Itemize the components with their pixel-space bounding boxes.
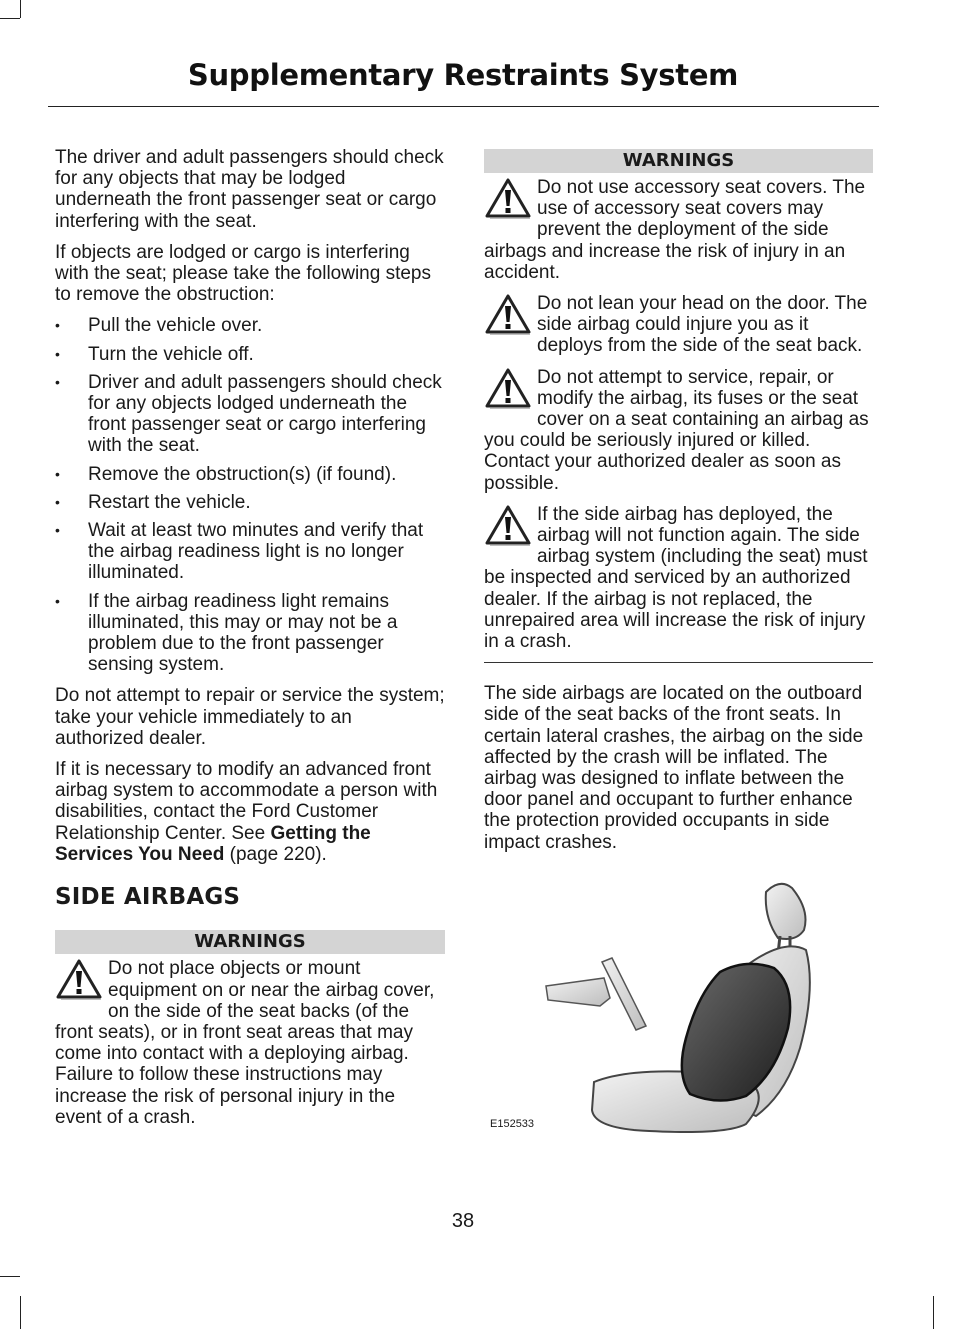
warning-item xyxy=(484,367,873,494)
warning-item xyxy=(484,293,873,357)
modify-note-text: If it is necessary to modify an advanced front airbag system to accommodate a person with disabilities, contact the Ford Customer Relationship Center. See xyxy=(55,759,438,844)
warnings-header: WARNINGS xyxy=(55,930,445,954)
warning-triangle-icon xyxy=(484,177,532,219)
seat-airbag-drawing xyxy=(484,878,824,1138)
left-column xyxy=(55,147,445,1138)
side-airbag-location-paragraph: The side airbags are located on the outboard side of the seat backs of the front seats. In certain lateral crashes, the airbag on the side affected by the crash will be inflated. The airbag was designed to inflate between the door panel and occupant to further enhance the protection provided occupants in side impact crashes. xyxy=(484,683,864,853)
warning-item xyxy=(484,177,873,283)
list-item: • Wait at least two minutes and verify that the airbag readiness light is no longer illuminated. xyxy=(55,520,445,584)
warning-triangle-icon xyxy=(484,293,532,335)
seat-airbag-illustration xyxy=(484,878,824,1138)
intro-paragraph: The driver and adult passengers should check for any objects that may be lodged underneath the front passenger seat or cargo interfering with the seat. xyxy=(55,147,444,232)
list-item: • Pull the vehicle over. xyxy=(55,315,445,336)
warning-triangle-icon xyxy=(484,504,532,546)
warning-text: Do not attempt to service, repair, or modify the airbag, its fuses or the seat cover on a seat containing an airbag as you could be seriously injured or killed. Contact your authorized dealer as soon as possible. xyxy=(484,366,869,494)
crop-mark xyxy=(20,0,21,18)
cross-reference-link[interactable]: Getting the Services You Need xyxy=(55,822,371,865)
list-item: • If the airbag readiness light remains illuminated, this may or may not be a problem due to the front passenger sensing system. xyxy=(55,591,445,676)
crop-mark xyxy=(0,18,20,19)
page-title: Supplementary Restraints System xyxy=(187,58,739,92)
warning-text: If the side airbag has deployed, the airbag will not function again. The side airbag system (including the seat) must be inspected and serviced by an authorized dealer. If the airbag is not replaced, the unrepaired area will increase the risk of injury in a crash. xyxy=(484,503,868,653)
warning-item xyxy=(55,958,445,1128)
steps-list xyxy=(55,315,445,675)
list-item: • Turn the vehicle off. xyxy=(55,344,445,365)
page-number: 38 xyxy=(451,1210,475,1232)
warning-text: Do not lean your head on the door. The side airbag could injure you as it deploys from the side of the seat back. xyxy=(537,293,868,357)
warning-triangle-icon xyxy=(484,367,532,409)
repair-note: Do not attempt to repair or service the system; take your vehicle immediately to an authorized dealer. xyxy=(55,685,445,749)
list-item: • Driver and adult passengers should check for any objects lodged underneath the front passenger seat or cargo interfering with the seat. xyxy=(55,372,445,457)
list-item: • Remove the obstruction(s) (if found). xyxy=(55,464,445,485)
list-item: • Restart the vehicle. xyxy=(55,492,445,513)
modify-note-page: (page 220). xyxy=(224,843,327,865)
warning-text: Do not place objects or mount equipment on or near the airbag cover, on the side of the seat backs (of the front seats), or in front seat areas that may come into contact with a deploying airbag. Failure to follow these instructions may increase the risk of personal injury in the event of a crash. xyxy=(55,958,435,1128)
crop-mark xyxy=(0,1276,20,1277)
warnings-divider xyxy=(484,662,873,663)
section-heading: SIDE AIRBAGS xyxy=(55,884,241,911)
crop-mark xyxy=(933,1296,934,1329)
right-column xyxy=(484,149,873,863)
crop-mark xyxy=(20,1296,21,1329)
warnings-header: WARNINGS xyxy=(484,149,873,173)
warning-item xyxy=(484,504,873,652)
figure-id: E152533 xyxy=(490,1118,535,1130)
warning-text: Do not use accessory seat covers. The use of accessory seat covers may prevent the deployment of the side airbags and increase the risk of injury in an accident. xyxy=(484,177,866,283)
steps-intro-paragraph: If objects are lodged or cargo is interfering with the seat; please take the following steps to remove the obstruction: xyxy=(55,241,432,306)
title-divider xyxy=(48,106,879,107)
warning-triangle-icon xyxy=(55,958,103,1000)
modify-note xyxy=(55,759,445,865)
